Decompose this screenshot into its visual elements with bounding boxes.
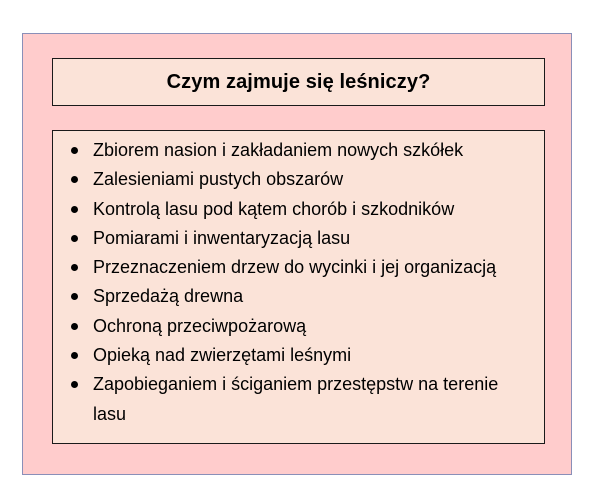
bullet-icon xyxy=(71,264,78,271)
list-item-text: Kontrolą lasu pod kątem chorób i szkodników xyxy=(93,198,455,219)
list-item-text: Pomiarami i inwentaryzacją lasu xyxy=(93,227,351,248)
bullet-icon xyxy=(71,381,78,388)
list-item-text: Sprzedażą drewna xyxy=(93,286,244,307)
bullet-icon xyxy=(71,352,78,359)
list-item-text: Ochroną przeciwpożarową xyxy=(93,315,307,336)
bullet-list xyxy=(53,131,544,429)
bullet-icon xyxy=(71,176,78,183)
title-box xyxy=(52,58,545,106)
list-item xyxy=(53,195,544,224)
bullet-icon xyxy=(71,293,78,300)
list-item-text: Przeznaczeniem drzew do wycinki i jej organizacją xyxy=(93,257,497,278)
list-item-text: Zalesieniami pustych obszarów xyxy=(93,169,344,190)
list-item xyxy=(53,341,544,370)
bullet-icon xyxy=(71,147,78,154)
list-item xyxy=(53,136,544,165)
list-item-text: Zbiorem nasion i zakładaniem nowych szkółek xyxy=(93,140,464,160)
list-item-text: Zapobieganiem i ściganiem przestępstw na terenie lasu xyxy=(93,374,499,424)
list-item xyxy=(53,253,544,282)
list-item xyxy=(53,224,544,253)
list-item xyxy=(53,370,544,429)
page-title: Czym zajmuje się leśniczy? xyxy=(166,70,431,93)
list-item xyxy=(53,312,544,341)
list-box xyxy=(52,130,545,444)
bullet-icon xyxy=(71,235,78,242)
bullet-icon xyxy=(71,206,78,213)
list-item-text: Opieką nad zwierzętami leśnymi xyxy=(93,345,352,366)
bullet-icon xyxy=(71,323,78,330)
list-item xyxy=(53,165,544,194)
list-item xyxy=(53,282,544,311)
